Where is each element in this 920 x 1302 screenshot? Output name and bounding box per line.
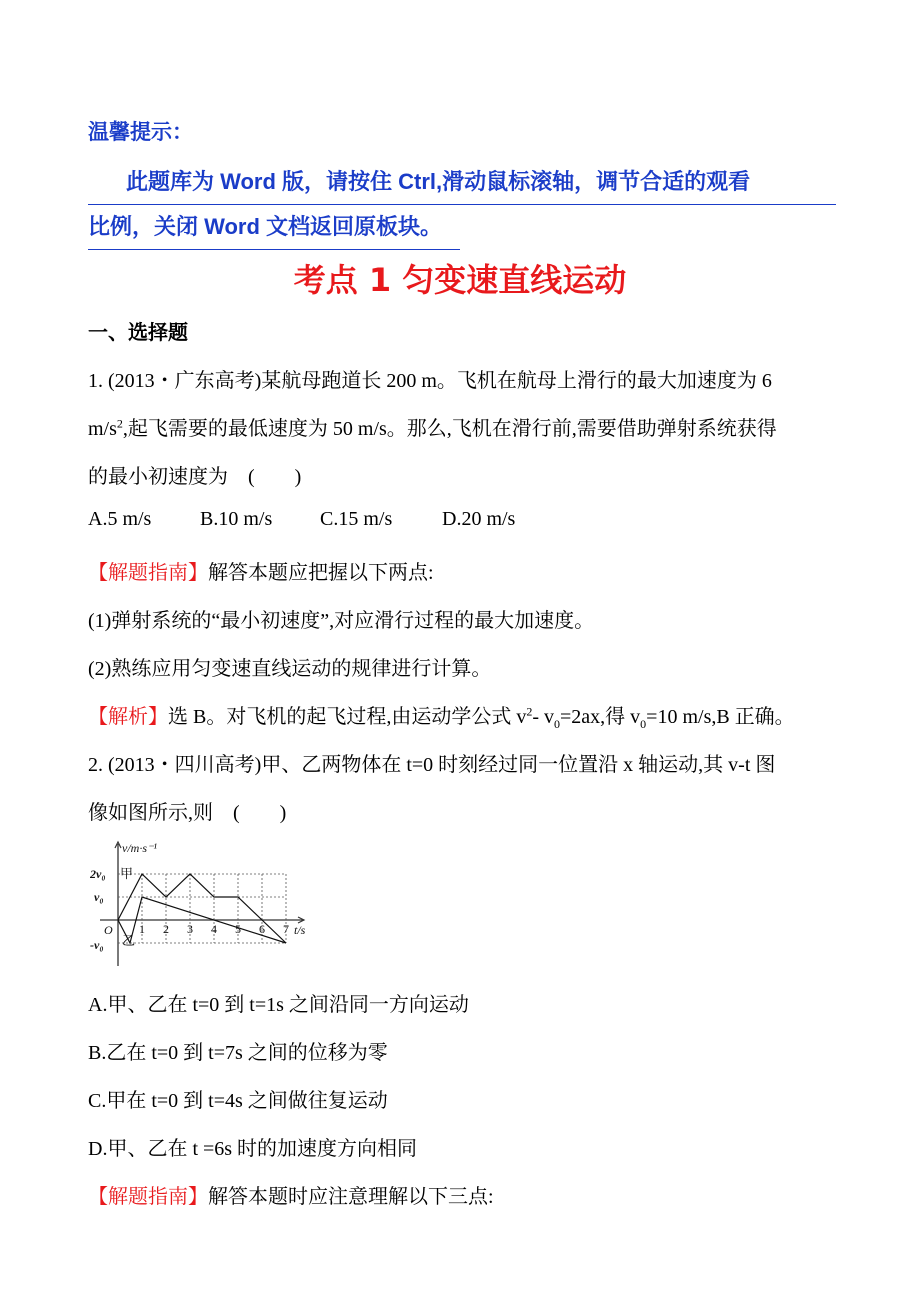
q1-option-d: D.20 m/s [442,508,516,530]
section-heading: 一、选择题 [88,320,188,344]
page-title: 考点 1 匀变速直线运动 [293,261,627,299]
graph-labels [90,841,306,952]
x-tick-label: 6 [259,922,265,936]
x-axis-label: t/s [294,923,306,937]
q1-line-3: 的最小初速度为 ( ) [88,466,302,488]
q2-option-a: A.甲、乙在 t=0 到 t=1s 之间沿同一方向运动 [88,994,469,1016]
q2-option-b: B.乙在 t=0 到 t=7s 之间的位移为零 [88,1042,388,1064]
tick-neg-v0: -v₀ [90,938,104,952]
q1-option-c: C.15 m/s [320,508,393,530]
q1-option-b: B.10 m/s [200,508,273,530]
q2-line-2: 像如图所示,则 ( ) [88,802,287,824]
q1-analysis: 【解析】选 B。对飞机的起飞过程,由运动学公式 $v^2-$ $v_0=2ax$,得 $v_0=10$ m/s,B 正确。 [88,704,795,731]
y-axis-label: v/m·s⁻¹ [122,841,157,855]
tip-body [88,160,836,250]
q2-line-1: 2. (2013・四川高考)甲、乙两物体在 t=0 时刻经过同一位置沿 x 轴运动,其 v-t 图 [88,754,776,776]
label-yi: 乙 [122,933,136,948]
q2-option-c: C.甲在 t=0 到 t=4s 之间做往复运动 [88,1090,388,1112]
x-tick-label: 5 [235,922,241,936]
tick-v0: v₀ [94,890,104,904]
tip-title: 温馨提示： [88,121,193,144]
q1-point-2: (2)熟练应用匀变速直线运动的规律进行计算。 [88,658,492,680]
q1-line-2: $m/s^2$,起飞需要的最低速度为 50 m/s。那么,飞机在滑行前,需要借助弹射系统获得 [88,416,777,440]
x-tick-label: 4 [211,922,217,936]
q2-guide: 【解题指南】解答本题时应注意理解以下三点: [88,1186,494,1208]
q2-option-d: D.甲、乙在 t =6s 时的加速度方向相同 [88,1138,418,1160]
tip-line-1: 此题库为 Word 版，请按住 Ctrl,滑动鼠标滚轴，调节合适的观看 [88,160,836,205]
x-tick-label: 3 [187,922,193,936]
vt-graph [90,838,330,970]
x-tick-label: 7 [283,922,289,936]
tick-2v0: 2v₀ [90,867,106,881]
q1-guide: 【解题指南】解答本题应把握以下两点: [88,562,434,584]
label-jia: 甲 [120,866,134,881]
q1-point-1: (1)弹射系统的“最小初速度”,对应滑行过程的最大加速度。 [88,610,595,632]
q1-option-a: A.5 m/s [88,508,152,530]
x-tick-label: 2 [163,922,169,936]
tip-line-2: 比例，关闭 Word 文档返回原板块。 [88,205,460,250]
origin-label: O [104,923,113,937]
q1-line-1: 1. (2013・广东高考)某航母跑道长 200 m。飞机在航母上滑行的最大加速度为 6 [88,370,772,392]
x-tick-label: 1 [139,922,145,936]
